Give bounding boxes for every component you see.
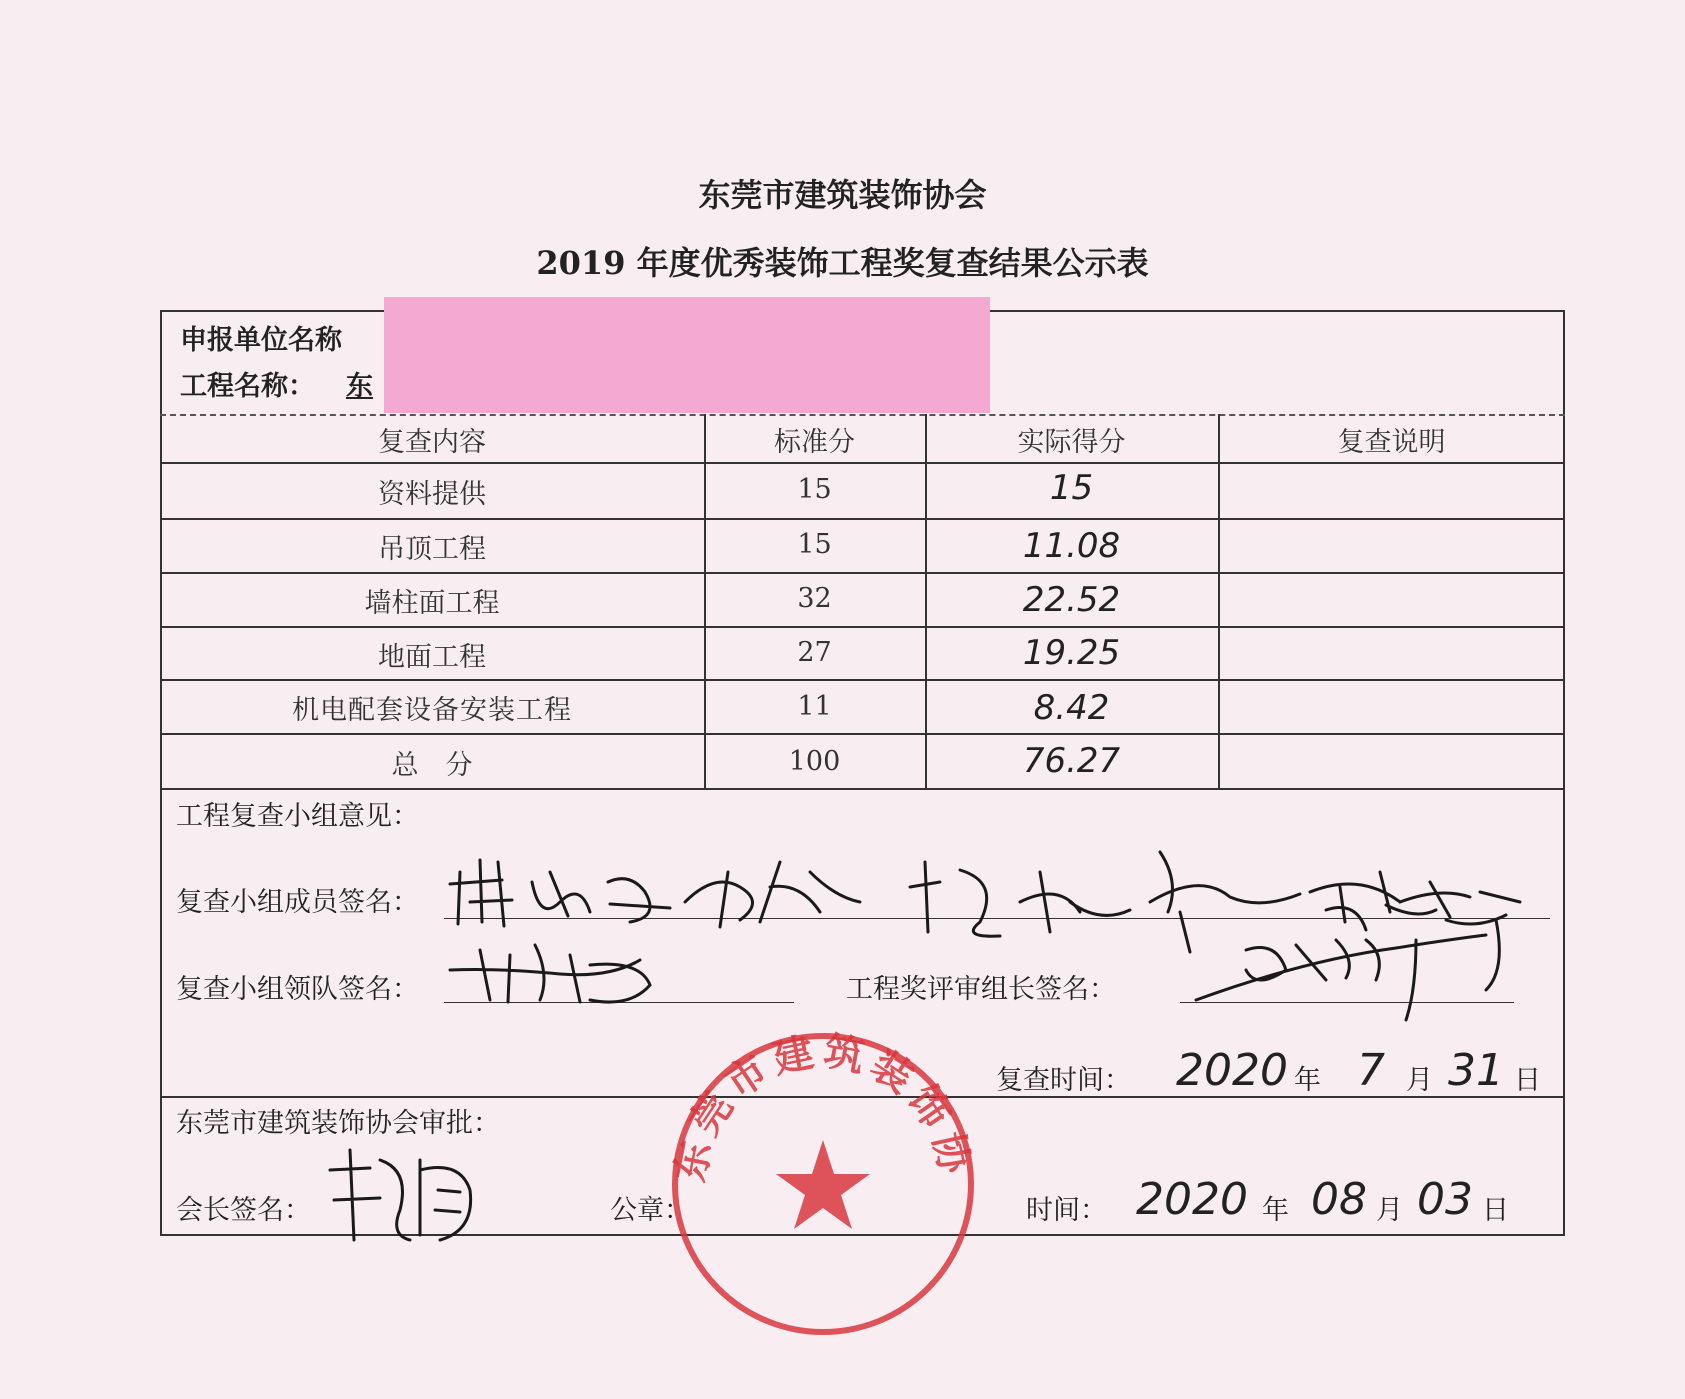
table-divider: [160, 626, 1565, 628]
table-divider: [160, 572, 1565, 574]
form-title: 2019 年度优秀装饰工程奖复查结果公示表: [536, 244, 1149, 282]
approval-year-char: 年: [1262, 1195, 1289, 1226]
official-seal: [667, 1028, 979, 1340]
row-actual: 76.27: [1022, 741, 1121, 781]
org-title: 东莞市建筑装饰协会: [698, 176, 987, 214]
president-signature: [320, 1140, 490, 1250]
table-divider: [160, 462, 1565, 464]
approval-day: 03: [1417, 1174, 1473, 1225]
redaction-block: [384, 297, 990, 413]
members-label: 复查小组成员签名：: [176, 887, 419, 918]
judge-label: 工程奖评审组长签名：: [846, 974, 1116, 1005]
row-standard: 15: [797, 474, 832, 505]
row-actual: 15: [1049, 468, 1094, 508]
approval-label: 东莞市建筑装饰协会审批：: [176, 1108, 500, 1139]
time-label: 时间：: [1026, 1195, 1107, 1226]
approval-year: 2020: [1136, 1174, 1248, 1225]
judge-signature: [1186, 900, 1526, 1030]
review-month: 7: [1357, 1045, 1385, 1096]
row-actual: 22.52: [1022, 580, 1121, 620]
project-label: 工程名称：: [180, 371, 315, 402]
table-divider: [160, 518, 1565, 520]
header-notes: 复查说明: [1337, 427, 1446, 458]
row-actual: 8.42: [1033, 688, 1110, 728]
row-standard: 11: [797, 691, 832, 722]
seal-label: 公章：: [610, 1195, 691, 1226]
leader-signature: [440, 930, 680, 1010]
svg-text:东莞市建筑装饰协会: 东莞市建筑装饰协: [667, 1028, 979, 1186]
row-item: 吊顶工程: [378, 534, 486, 565]
header-actual: 实际得分: [1017, 427, 1126, 458]
president-label: 会长签名：: [176, 1195, 311, 1226]
header-standard: 标准分: [774, 427, 855, 458]
row-item: 资料提供: [378, 479, 486, 510]
header-item: 复查内容: [378, 427, 486, 458]
table-divider: [160, 679, 1565, 681]
table-divider: [160, 733, 1565, 735]
review-year: 2020: [1176, 1045, 1288, 1096]
row-item: 地面工程: [378, 642, 486, 673]
applicant-label: 申报单位名称: [180, 325, 342, 356]
row-item: 机电配套设备安装工程: [292, 695, 572, 726]
approval-day-char: 日: [1482, 1195, 1509, 1226]
row-item: 墙柱面工程: [364, 588, 500, 619]
review-day-char: 日: [1514, 1065, 1541, 1096]
review-year-char: 年: [1294, 1065, 1321, 1096]
project-value: 东: [346, 371, 373, 402]
row-standard: 15: [797, 529, 832, 560]
table-divider: [160, 788, 1565, 790]
row-item: 总 分: [391, 750, 473, 781]
row-actual: 19.25: [1022, 633, 1121, 673]
column-divider: [1218, 414, 1220, 788]
leader-label: 复查小组领队签名：: [176, 974, 419, 1005]
approval-month: 08: [1311, 1174, 1367, 1225]
table-divider: [160, 414, 1565, 416]
row-actual: 11.08: [1022, 526, 1121, 566]
opinion-label: 工程复查小组意见：: [176, 801, 419, 832]
row-standard: 100: [788, 746, 841, 777]
review-time-label: 复查时间：: [996, 1065, 1131, 1096]
approval-month-char: 月: [1376, 1195, 1403, 1226]
review-month-char: 月: [1406, 1065, 1433, 1096]
row-standard: 27: [797, 637, 832, 668]
row-standard: 32: [797, 583, 832, 614]
review-day: 31: [1448, 1045, 1504, 1096]
